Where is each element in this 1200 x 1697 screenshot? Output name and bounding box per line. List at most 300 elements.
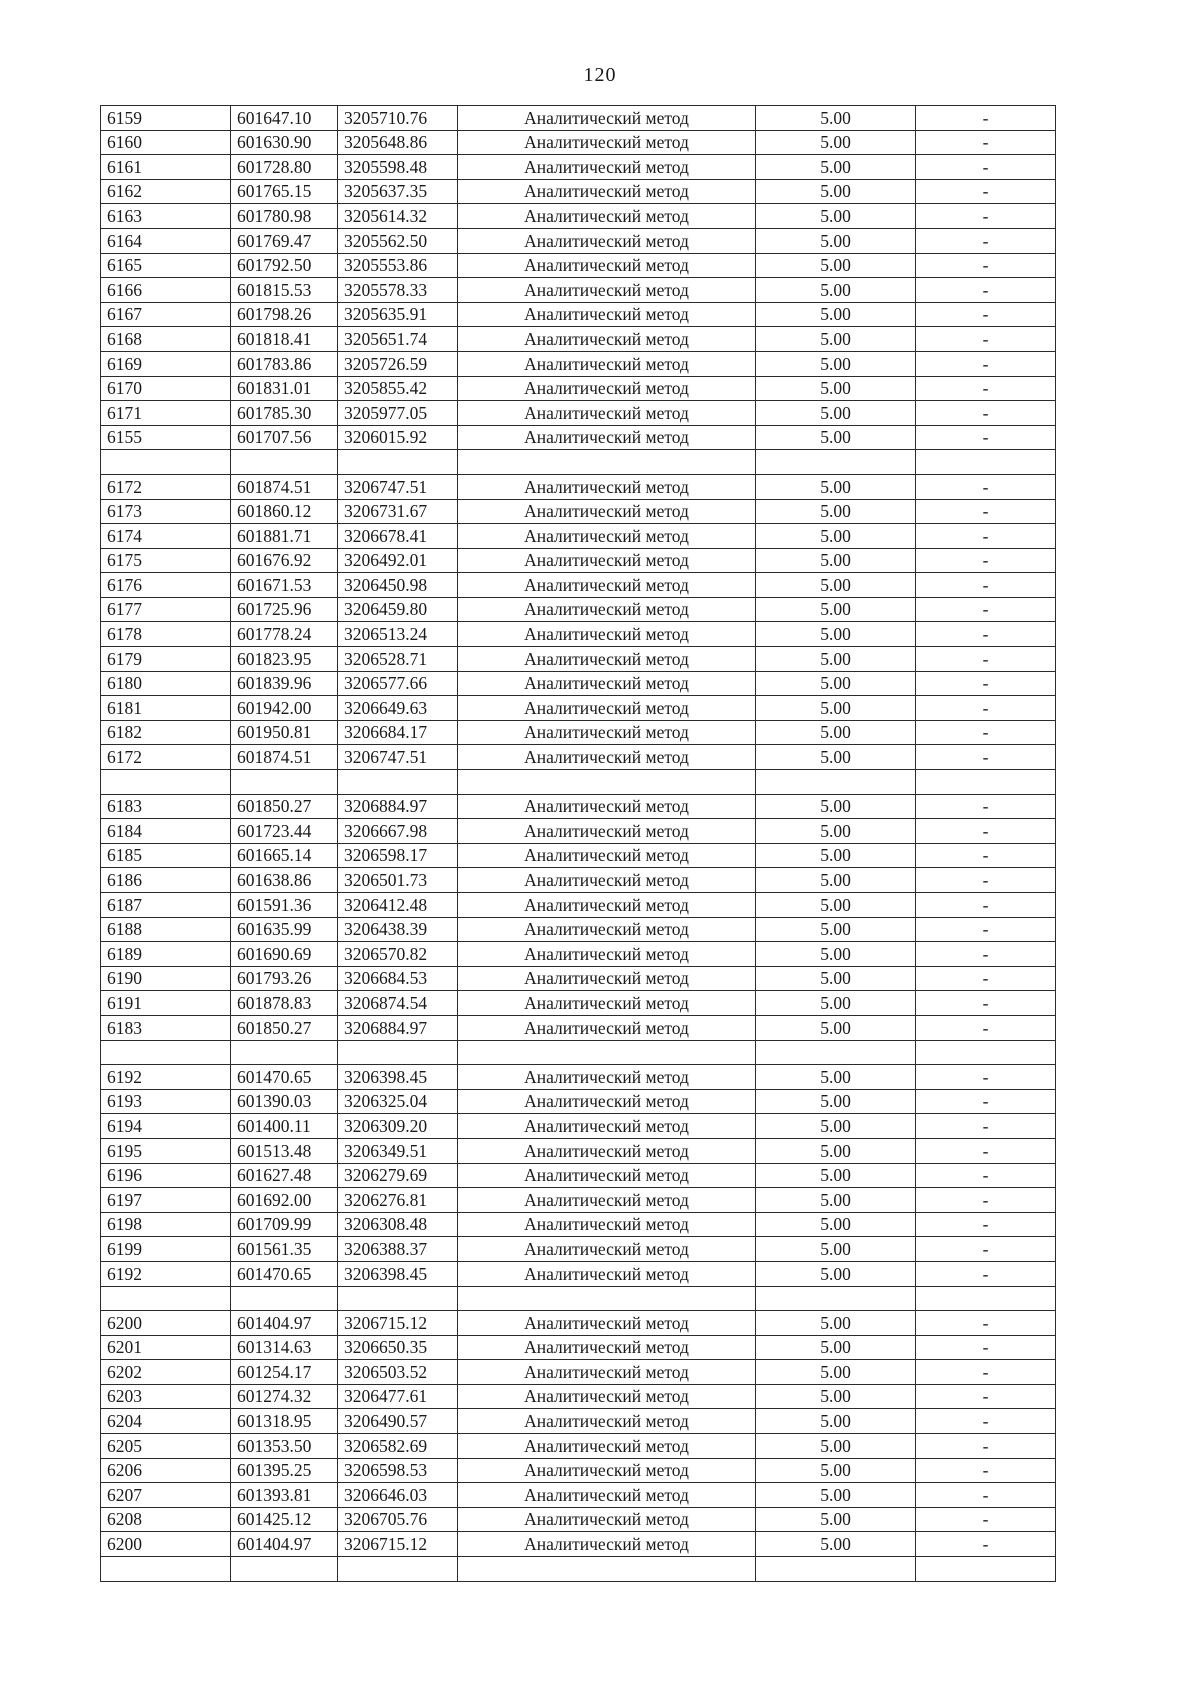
method-cell: Аналитический метод bbox=[458, 179, 756, 204]
y-coordinate-cell: 3206884.97 bbox=[338, 1015, 458, 1040]
point-number-cell: 6189 bbox=[101, 942, 231, 967]
table-row bbox=[101, 893, 1056, 918]
empty-cell bbox=[458, 1557, 756, 1582]
x-coordinate-cell: 601723.44 bbox=[231, 819, 338, 844]
extra-cell: - bbox=[916, 647, 1056, 672]
point-number-cell: 6199 bbox=[101, 1237, 231, 1262]
point-number-cell: 6180 bbox=[101, 671, 231, 696]
x-coordinate-cell: 601818.41 bbox=[231, 327, 338, 352]
extra-cell: - bbox=[916, 1261, 1056, 1286]
accuracy-cell: 5.00 bbox=[756, 622, 916, 647]
y-coordinate-cell: 3206705.76 bbox=[338, 1507, 458, 1532]
empty-cell bbox=[916, 1286, 1056, 1311]
extra-cell: - bbox=[916, 991, 1056, 1016]
accuracy-cell: 5.00 bbox=[756, 1434, 916, 1459]
empty-cell bbox=[231, 1557, 338, 1582]
table-row bbox=[101, 376, 1056, 401]
extra-cell: - bbox=[916, 819, 1056, 844]
table-row bbox=[101, 1015, 1056, 1040]
table-row bbox=[101, 573, 1056, 598]
y-coordinate-cell: 3205726.59 bbox=[338, 351, 458, 376]
table-row bbox=[101, 1311, 1056, 1336]
extra-cell: - bbox=[916, 474, 1056, 499]
x-coordinate-cell: 601676.92 bbox=[231, 548, 338, 573]
accuracy-cell: 5.00 bbox=[756, 1335, 916, 1360]
table-row bbox=[101, 130, 1056, 155]
empty-cell bbox=[231, 770, 338, 795]
y-coordinate-cell: 3206715.12 bbox=[338, 1532, 458, 1557]
y-coordinate-cell: 3206490.57 bbox=[338, 1409, 458, 1434]
method-cell: Аналитический метод bbox=[458, 106, 756, 131]
x-coordinate-cell: 601314.63 bbox=[231, 1335, 338, 1360]
x-coordinate-cell: 601793.26 bbox=[231, 966, 338, 991]
table-row bbox=[101, 1237, 1056, 1262]
accuracy-cell: 5.00 bbox=[756, 106, 916, 131]
method-cell: Аналитический метод bbox=[458, 1483, 756, 1508]
extra-cell: - bbox=[916, 696, 1056, 721]
method-cell: Аналитический метод bbox=[458, 1384, 756, 1409]
method-cell: Аналитический метод bbox=[458, 720, 756, 745]
y-coordinate-cell: 3206731.67 bbox=[338, 499, 458, 524]
method-cell: Аналитический метод bbox=[458, 474, 756, 499]
table-row bbox=[101, 1458, 1056, 1483]
method-cell: Аналитический метод bbox=[458, 327, 756, 352]
x-coordinate-cell: 601692.00 bbox=[231, 1188, 338, 1213]
empty-cell bbox=[916, 770, 1056, 795]
extra-cell: - bbox=[916, 106, 1056, 131]
empty-cell bbox=[231, 450, 338, 475]
extra-cell: - bbox=[916, 327, 1056, 352]
extra-cell: - bbox=[916, 1507, 1056, 1532]
point-number-cell: 6206 bbox=[101, 1458, 231, 1483]
y-coordinate-cell: 3206884.97 bbox=[338, 794, 458, 819]
y-coordinate-cell: 3205855.42 bbox=[338, 376, 458, 401]
x-coordinate-cell: 601513.48 bbox=[231, 1138, 338, 1163]
method-cell: Аналитический метод bbox=[458, 1089, 756, 1114]
y-coordinate-cell: 3206276.81 bbox=[338, 1188, 458, 1213]
empty-cell bbox=[458, 1040, 756, 1065]
x-coordinate-cell: 601728.80 bbox=[231, 155, 338, 180]
extra-cell: - bbox=[916, 1065, 1056, 1090]
group-separator-row bbox=[101, 1040, 1056, 1065]
extra-cell: - bbox=[916, 1163, 1056, 1188]
table-row bbox=[101, 819, 1056, 844]
point-number-cell: 6155 bbox=[101, 425, 231, 450]
extra-cell: - bbox=[916, 1237, 1056, 1262]
point-number-cell: 6195 bbox=[101, 1138, 231, 1163]
method-cell: Аналитический метод bbox=[458, 1261, 756, 1286]
y-coordinate-cell: 3205553.86 bbox=[338, 253, 458, 278]
method-cell: Аналитический метод bbox=[458, 942, 756, 967]
extra-cell: - bbox=[916, 720, 1056, 745]
accuracy-cell: 5.00 bbox=[756, 179, 916, 204]
table-row bbox=[101, 106, 1056, 131]
accuracy-cell: 5.00 bbox=[756, 647, 916, 672]
x-coordinate-cell: 601318.95 bbox=[231, 1409, 338, 1434]
extra-cell: - bbox=[916, 1089, 1056, 1114]
extra-cell: - bbox=[916, 302, 1056, 327]
empty-cell bbox=[101, 1557, 231, 1582]
x-coordinate-cell: 601353.50 bbox=[231, 1434, 338, 1459]
table-row bbox=[101, 351, 1056, 376]
extra-cell: - bbox=[916, 1335, 1056, 1360]
method-cell: Аналитический метод bbox=[458, 597, 756, 622]
y-coordinate-cell: 3206570.82 bbox=[338, 942, 458, 967]
x-coordinate-cell: 601638.86 bbox=[231, 868, 338, 893]
y-coordinate-cell: 3206309.20 bbox=[338, 1114, 458, 1139]
method-cell: Аналитический метод bbox=[458, 917, 756, 942]
x-coordinate-cell: 601254.17 bbox=[231, 1360, 338, 1385]
x-coordinate-cell: 601725.96 bbox=[231, 597, 338, 622]
point-number-cell: 6187 bbox=[101, 893, 231, 918]
x-coordinate-cell: 601630.90 bbox=[231, 130, 338, 155]
point-number-cell: 6184 bbox=[101, 819, 231, 844]
point-number-cell: 6159 bbox=[101, 106, 231, 131]
method-cell: Аналитический метод bbox=[458, 696, 756, 721]
y-coordinate-cell: 3206598.17 bbox=[338, 843, 458, 868]
group-separator-row bbox=[101, 770, 1056, 795]
y-coordinate-cell: 3205614.32 bbox=[338, 204, 458, 229]
accuracy-cell: 5.00 bbox=[756, 1458, 916, 1483]
y-coordinate-cell: 3206747.51 bbox=[338, 745, 458, 770]
group-separator-row bbox=[101, 450, 1056, 475]
table-row bbox=[101, 1188, 1056, 1213]
accuracy-cell: 5.00 bbox=[756, 228, 916, 253]
empty-cell bbox=[338, 1557, 458, 1582]
table-row bbox=[101, 843, 1056, 868]
empty-cell bbox=[916, 1040, 1056, 1065]
point-number-cell: 6168 bbox=[101, 327, 231, 352]
table-row bbox=[101, 794, 1056, 819]
point-number-cell: 6177 bbox=[101, 597, 231, 622]
y-coordinate-cell: 3205648.86 bbox=[338, 130, 458, 155]
table-row bbox=[101, 474, 1056, 499]
x-coordinate-cell: 601561.35 bbox=[231, 1237, 338, 1262]
accuracy-cell: 5.00 bbox=[756, 204, 916, 229]
extra-cell: - bbox=[916, 253, 1056, 278]
method-cell: Аналитический метод bbox=[458, 671, 756, 696]
empty-cell bbox=[916, 450, 1056, 475]
table-row bbox=[101, 745, 1056, 770]
accuracy-cell: 5.00 bbox=[756, 155, 916, 180]
table-row bbox=[101, 1507, 1056, 1532]
table-row bbox=[101, 868, 1056, 893]
table-row bbox=[101, 597, 1056, 622]
point-number-cell: 6201 bbox=[101, 1335, 231, 1360]
point-number-cell: 6166 bbox=[101, 278, 231, 303]
x-coordinate-cell: 601815.53 bbox=[231, 278, 338, 303]
accuracy-cell: 5.00 bbox=[756, 843, 916, 868]
x-coordinate-cell: 601878.83 bbox=[231, 991, 338, 1016]
point-number-cell: 6170 bbox=[101, 376, 231, 401]
extra-cell: - bbox=[916, 1138, 1056, 1163]
coordinates-table-body bbox=[101, 106, 1056, 1582]
accuracy-cell: 5.00 bbox=[756, 327, 916, 352]
accuracy-cell: 5.00 bbox=[756, 499, 916, 524]
y-coordinate-cell: 3206598.53 bbox=[338, 1458, 458, 1483]
accuracy-cell: 5.00 bbox=[756, 1138, 916, 1163]
y-coordinate-cell: 3206528.71 bbox=[338, 647, 458, 672]
accuracy-cell: 5.00 bbox=[756, 351, 916, 376]
point-number-cell: 6193 bbox=[101, 1089, 231, 1114]
y-coordinate-cell: 3206646.03 bbox=[338, 1483, 458, 1508]
table-row bbox=[101, 647, 1056, 672]
accuracy-cell: 5.00 bbox=[756, 942, 916, 967]
accuracy-cell: 5.00 bbox=[756, 1212, 916, 1237]
empty-cell bbox=[338, 1040, 458, 1065]
point-number-cell: 6200 bbox=[101, 1311, 231, 1336]
point-number-cell: 6188 bbox=[101, 917, 231, 942]
extra-cell: - bbox=[916, 401, 1056, 426]
table-row bbox=[101, 1261, 1056, 1286]
y-coordinate-cell: 3206684.53 bbox=[338, 966, 458, 991]
method-cell: Аналитический метод bbox=[458, 1458, 756, 1483]
extra-cell: - bbox=[916, 499, 1056, 524]
empty-cell bbox=[756, 770, 916, 795]
table-row bbox=[101, 991, 1056, 1016]
empty-cell bbox=[756, 1557, 916, 1582]
y-coordinate-cell: 3206667.98 bbox=[338, 819, 458, 844]
x-coordinate-cell: 601395.25 bbox=[231, 1458, 338, 1483]
extra-cell: - bbox=[916, 745, 1056, 770]
accuracy-cell: 5.00 bbox=[756, 1483, 916, 1508]
extra-cell: - bbox=[916, 278, 1056, 303]
y-coordinate-cell: 3206438.39 bbox=[338, 917, 458, 942]
y-coordinate-cell: 3206412.48 bbox=[338, 893, 458, 918]
empty-cell bbox=[458, 770, 756, 795]
table-row bbox=[101, 720, 1056, 745]
x-coordinate-cell: 601591.36 bbox=[231, 893, 338, 918]
method-cell: Аналитический метод bbox=[458, 1311, 756, 1336]
method-cell: Аналитический метод bbox=[458, 745, 756, 770]
table-row bbox=[101, 524, 1056, 549]
x-coordinate-cell: 601425.12 bbox=[231, 1507, 338, 1532]
extra-cell: - bbox=[916, 843, 1056, 868]
x-coordinate-cell: 601707.56 bbox=[231, 425, 338, 450]
point-number-cell: 6198 bbox=[101, 1212, 231, 1237]
x-coordinate-cell: 601783.86 bbox=[231, 351, 338, 376]
y-coordinate-cell: 3206388.37 bbox=[338, 1237, 458, 1262]
point-number-cell: 6196 bbox=[101, 1163, 231, 1188]
x-coordinate-cell: 601404.97 bbox=[231, 1532, 338, 1557]
x-coordinate-cell: 601778.24 bbox=[231, 622, 338, 647]
empty-cell bbox=[458, 1286, 756, 1311]
x-coordinate-cell: 601792.50 bbox=[231, 253, 338, 278]
point-number-cell: 6174 bbox=[101, 524, 231, 549]
x-coordinate-cell: 601400.11 bbox=[231, 1114, 338, 1139]
empty-cell bbox=[756, 450, 916, 475]
table-row bbox=[101, 1384, 1056, 1409]
extra-cell: - bbox=[916, 1434, 1056, 1459]
accuracy-cell: 5.00 bbox=[756, 278, 916, 303]
method-cell: Аналитический метод bbox=[458, 794, 756, 819]
table-row bbox=[101, 942, 1056, 967]
y-coordinate-cell: 3206349.51 bbox=[338, 1138, 458, 1163]
y-coordinate-cell: 3206582.69 bbox=[338, 1434, 458, 1459]
accuracy-cell: 5.00 bbox=[756, 893, 916, 918]
table-row bbox=[101, 1138, 1056, 1163]
extra-cell: - bbox=[916, 1114, 1056, 1139]
x-coordinate-cell: 601390.03 bbox=[231, 1089, 338, 1114]
accuracy-cell: 5.00 bbox=[756, 376, 916, 401]
x-coordinate-cell: 601860.12 bbox=[231, 499, 338, 524]
extra-cell: - bbox=[916, 130, 1056, 155]
empty-cell bbox=[101, 1286, 231, 1311]
method-cell: Аналитический метод bbox=[458, 524, 756, 549]
extra-cell: - bbox=[916, 1188, 1056, 1213]
x-coordinate-cell: 601765.15 bbox=[231, 179, 338, 204]
accuracy-cell: 5.00 bbox=[756, 1065, 916, 1090]
extra-cell: - bbox=[916, 1212, 1056, 1237]
extra-cell: - bbox=[916, 1532, 1056, 1557]
empty-cell bbox=[338, 1286, 458, 1311]
extra-cell: - bbox=[916, 524, 1056, 549]
x-coordinate-cell: 601839.96 bbox=[231, 671, 338, 696]
extra-cell: - bbox=[916, 966, 1056, 991]
accuracy-cell: 5.00 bbox=[756, 1409, 916, 1434]
table-row bbox=[101, 253, 1056, 278]
x-coordinate-cell: 601690.69 bbox=[231, 942, 338, 967]
table-row bbox=[101, 966, 1056, 991]
table-row bbox=[101, 302, 1056, 327]
method-cell: Аналитический метод bbox=[458, 401, 756, 426]
x-coordinate-cell: 601635.99 bbox=[231, 917, 338, 942]
empty-cell bbox=[101, 770, 231, 795]
accuracy-cell: 5.00 bbox=[756, 1360, 916, 1385]
y-coordinate-cell: 3205598.48 bbox=[338, 155, 458, 180]
method-cell: Аналитический метод bbox=[458, 991, 756, 1016]
point-number-cell: 6191 bbox=[101, 991, 231, 1016]
y-coordinate-cell: 3206577.66 bbox=[338, 671, 458, 696]
x-coordinate-cell: 601942.00 bbox=[231, 696, 338, 721]
point-number-cell: 6161 bbox=[101, 155, 231, 180]
method-cell: Аналитический метод bbox=[458, 1212, 756, 1237]
point-number-cell: 6205 bbox=[101, 1434, 231, 1459]
accuracy-cell: 5.00 bbox=[756, 1237, 916, 1262]
y-coordinate-cell: 3206874.54 bbox=[338, 991, 458, 1016]
x-coordinate-cell: 601850.27 bbox=[231, 794, 338, 819]
method-cell: Аналитический метод bbox=[458, 819, 756, 844]
accuracy-cell: 5.00 bbox=[756, 524, 916, 549]
extra-cell: - bbox=[916, 917, 1056, 942]
accuracy-cell: 5.00 bbox=[756, 1261, 916, 1286]
method-cell: Аналитический метод bbox=[458, 1335, 756, 1360]
accuracy-cell: 5.00 bbox=[756, 745, 916, 770]
y-coordinate-cell: 3205578.33 bbox=[338, 278, 458, 303]
method-cell: Аналитический метод bbox=[458, 376, 756, 401]
method-cell: Аналитический метод bbox=[458, 351, 756, 376]
empty-cell bbox=[231, 1286, 338, 1311]
empty-cell bbox=[458, 450, 756, 475]
x-coordinate-cell: 601850.27 bbox=[231, 1015, 338, 1040]
accuracy-cell: 5.00 bbox=[756, 696, 916, 721]
y-coordinate-cell: 3206477.61 bbox=[338, 1384, 458, 1409]
accuracy-cell: 5.00 bbox=[756, 1163, 916, 1188]
extra-cell: - bbox=[916, 1409, 1056, 1434]
y-coordinate-cell: 3206398.45 bbox=[338, 1261, 458, 1286]
table-row bbox=[101, 548, 1056, 573]
accuracy-cell: 5.00 bbox=[756, 425, 916, 450]
extra-cell: - bbox=[916, 179, 1056, 204]
point-number-cell: 6175 bbox=[101, 548, 231, 573]
method-cell: Аналитический метод bbox=[458, 1507, 756, 1532]
accuracy-cell: 5.00 bbox=[756, 917, 916, 942]
method-cell: Аналитический метод bbox=[458, 1114, 756, 1139]
point-number-cell: 6164 bbox=[101, 228, 231, 253]
method-cell: Аналитический метод bbox=[458, 1163, 756, 1188]
point-number-cell: 6163 bbox=[101, 204, 231, 229]
table-row bbox=[101, 179, 1056, 204]
point-number-cell: 6203 bbox=[101, 1384, 231, 1409]
extra-cell: - bbox=[916, 425, 1056, 450]
method-cell: Аналитический метод bbox=[458, 1138, 756, 1163]
x-coordinate-cell: 601404.97 bbox=[231, 1311, 338, 1336]
point-number-cell: 6192 bbox=[101, 1065, 231, 1090]
point-number-cell: 6165 bbox=[101, 253, 231, 278]
y-coordinate-cell: 3205635.91 bbox=[338, 302, 458, 327]
x-coordinate-cell: 601274.32 bbox=[231, 1384, 338, 1409]
method-cell: Аналитический метод bbox=[458, 155, 756, 180]
y-coordinate-cell: 3206715.12 bbox=[338, 1311, 458, 1336]
accuracy-cell: 5.00 bbox=[756, 1114, 916, 1139]
table-row bbox=[101, 1114, 1056, 1139]
empty-cell bbox=[231, 1040, 338, 1065]
accuracy-cell: 5.00 bbox=[756, 597, 916, 622]
point-number-cell: 6185 bbox=[101, 843, 231, 868]
extra-cell: - bbox=[916, 1015, 1056, 1040]
table-row bbox=[101, 671, 1056, 696]
table-row bbox=[101, 499, 1056, 524]
empty-cell bbox=[101, 450, 231, 475]
y-coordinate-cell: 3205710.76 bbox=[338, 106, 458, 131]
x-coordinate-cell: 601709.99 bbox=[231, 1212, 338, 1237]
extra-cell: - bbox=[916, 597, 1056, 622]
accuracy-cell: 5.00 bbox=[756, 868, 916, 893]
table-row bbox=[101, 1360, 1056, 1385]
point-number-cell: 6169 bbox=[101, 351, 231, 376]
table-row bbox=[101, 1163, 1056, 1188]
accuracy-cell: 5.00 bbox=[756, 548, 916, 573]
extra-cell: - bbox=[916, 868, 1056, 893]
table-row bbox=[101, 278, 1056, 303]
point-number-cell: 6182 bbox=[101, 720, 231, 745]
extra-cell: - bbox=[916, 1384, 1056, 1409]
accuracy-cell: 5.00 bbox=[756, 794, 916, 819]
extra-cell: - bbox=[916, 548, 1056, 573]
accuracy-cell: 5.00 bbox=[756, 474, 916, 499]
table-row bbox=[101, 401, 1056, 426]
y-coordinate-cell: 3206459.80 bbox=[338, 597, 458, 622]
method-cell: Аналитический метод bbox=[458, 1532, 756, 1557]
table-row bbox=[101, 155, 1056, 180]
table-row bbox=[101, 1335, 1056, 1360]
y-coordinate-cell: 3206308.48 bbox=[338, 1212, 458, 1237]
point-number-cell: 6204 bbox=[101, 1409, 231, 1434]
group-separator-row bbox=[101, 1557, 1056, 1582]
x-coordinate-cell: 601627.48 bbox=[231, 1163, 338, 1188]
empty-cell bbox=[338, 450, 458, 475]
point-number-cell: 6167 bbox=[101, 302, 231, 327]
y-coordinate-cell: 3206450.98 bbox=[338, 573, 458, 598]
table-row bbox=[101, 1089, 1056, 1114]
point-number-cell: 6181 bbox=[101, 696, 231, 721]
coordinates-table bbox=[100, 105, 1056, 1582]
point-number-cell: 6183 bbox=[101, 1015, 231, 1040]
x-coordinate-cell: 601874.51 bbox=[231, 474, 338, 499]
accuracy-cell: 5.00 bbox=[756, 1532, 916, 1557]
point-number-cell: 6202 bbox=[101, 1360, 231, 1385]
x-coordinate-cell: 601785.30 bbox=[231, 401, 338, 426]
